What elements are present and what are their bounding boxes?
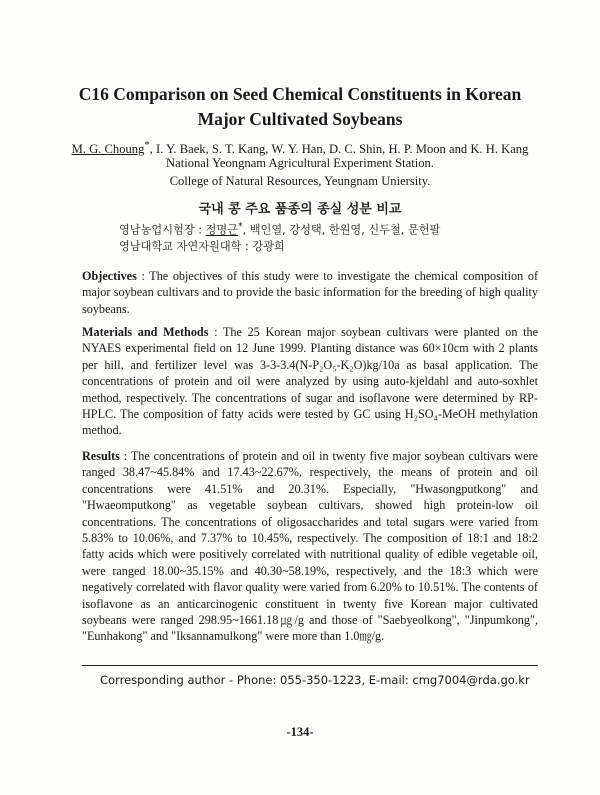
page-number: -134- (286, 725, 314, 739)
results-label: Results (82, 449, 120, 463)
methods-text: : The 25 Korean major soybean cultivars were planted on the NYAES experimental field on 12 June 1999. Planting distance was 60×10cm with 2 plants per hill, and fertilizer level was 3-3-3.4(N-P₂O₅-K₂O)kg/10a as basal application. The concentrations of protein and oil were analyzed by using auto-kjeldahl and auto-soxhlet method, respectively. The concentrations of sugar and isoflavone were determined by RP-HPLC. The composition of fatty acids were tested by GC using H₂SO₄-MeOH methylation method. (82, 325, 538, 438)
title-line-2: Major Cultivated Soybeans (197, 109, 403, 129)
methods-section (82, 324, 538, 439)
korean-coauthors: , 백인열, 강성택, 한원영, 신두철, 문헌팔 (242, 223, 441, 237)
objectives-text: : The objectives of this study were to investigate the chemical composition of major soybean cultivars and to provide the basic information for the breeding of high quality soybeans. (82, 269, 538, 316)
objectives-section (82, 268, 538, 317)
corresponding-author-note: Corresponding author - Phone: 055-350-1223, E-mail: cmg7004@rda.go.kr (100, 673, 530, 687)
korean-corresponding-mark: * (237, 221, 243, 232)
corresponding-author-name: M. G. Choung (71, 142, 145, 157)
korean-title: 국내 콩 주요 품종의 종실 성분 비교 (198, 202, 402, 217)
korean-affiliation-2: 영남대학교 자연자원대학 : 강광희 (119, 240, 285, 253)
results-section (82, 448, 538, 645)
korean-affiliation-1-institution: 영남농업시험장 : (119, 223, 206, 237)
results-text: : The concentrations of protein and oil in twenty five major soybean cultivars were ranged 38.47~45.84% and 17.43~22.67%, respectively, the means of protein and oil concentrations were 41.51% and 20.31%. Especially, "Hwasongputkong" and "Hwaeomputkong" as vegetable soybean cultivars, showed high protein-low oil concentrations. The concentrations of oligosaccharides and total sugars were varied from 5.83% to 10.06%, and 7.37% to 10.45%, respectively. The composition of 18:1 and 18:2 fatty acids which were positively correlated with nutritional quality of edible vegetable oil, were ranged 18.00~35.15% and 40.30~58.19%, respectively, and the 18:3 which were negatively correlated with flavor quality were varied from 6.20% to 10.51%. The contents of isoflavone as an anticarcinogenic constituent in twenty five Korean major cultivated soybeans were ranged 298.95~1661.18㎍/g and those of "Saebyeolkong", "Jinpumkong", "Eunhakong" and "Iksannamulkong" were more than 1.0㎎/g. (82, 449, 538, 644)
korean-affiliation-1 (119, 219, 559, 239)
korean-corresponding-author: 정명근 (205, 223, 238, 237)
affiliation-1: National Yeongnam Agricultural Experiment Station. (166, 156, 434, 170)
coauthor-names: , I. Y. Baek, S. T. Kang, W. Y. Han, D. C. Shin, H. P. Moon and K. H. Kang (149, 142, 529, 157)
title-line-1: C16 Comparison on Seed Chemical Constituents in Korean (78, 84, 522, 104)
corresponding-author-mark: * (144, 140, 150, 151)
methods-label: Materials and Methods (82, 325, 209, 339)
affiliation-2: College of Natural Resources, Yeungnam Uniersity. (169, 174, 431, 188)
objectives-label: Objectives (82, 269, 137, 283)
footnote-divider (82, 665, 538, 666)
paper-title (60, 82, 540, 132)
